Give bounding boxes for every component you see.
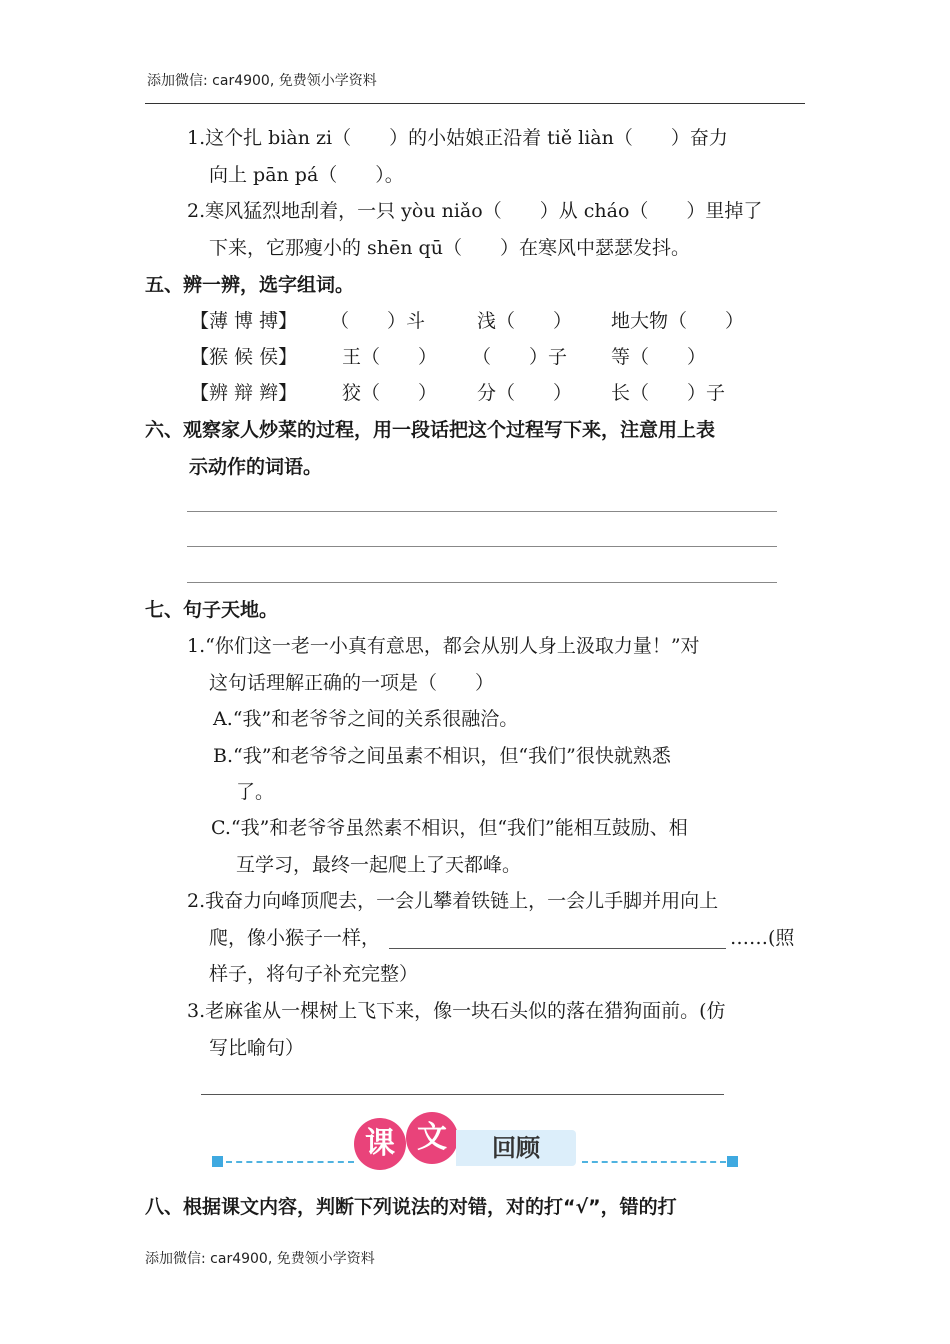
q7-item2-line2-start: 爬，像小猴子一样，: [209, 927, 381, 949]
q5-row3-blank2[interactable]: 分（ ）: [477, 382, 573, 404]
q7-title: 七、句子天地。: [145, 599, 279, 621]
q7-item1-line1: 1.“你们这一老一小真有意思，都会从别人身上汲取力量！”对: [187, 635, 700, 657]
banner-left-square: [212, 1156, 223, 1167]
q7-option-a[interactable]: A.“我”和老爷爷之间的关系很融洽。: [213, 708, 519, 730]
q5-row1-blank2[interactable]: 浅（ ）: [477, 310, 573, 332]
q7-option-b-line2: 了。: [236, 781, 275, 803]
q7-item1-line2: 这句话理解正确的一项是（ ）: [209, 672, 495, 694]
q4-item1-line1: 1.这个扎 biàn zi（ ）的小姑娘正沿着 tiě liàn（ ）奋力: [187, 127, 728, 149]
q6-title-line2: 示动作的词语。: [189, 456, 323, 478]
q7-item3-line1: 3.老麻雀从一棵树上飞下来，像一块石头似的落在猎狗面前。(仿: [187, 1000, 726, 1022]
section-banner-lesson-review: [212, 1112, 740, 1172]
q5-row3-blank3[interactable]: 长（ ）子: [611, 382, 726, 404]
header-rule: [145, 103, 805, 104]
q7-item2-line2-end: ……(照: [730, 927, 795, 949]
q5-row2-blank1[interactable]: 王（ ）: [342, 346, 438, 368]
q6-answer-line[interactable]: [187, 511, 777, 512]
q5-row1-group: 【薄 博 搏】: [190, 310, 298, 332]
banner-circle-ke: 课: [354, 1118, 406, 1170]
q7-option-c-line1[interactable]: C.“我”和老爷爷虽然素不相识，但“我们”能相互鼓励、相: [211, 817, 688, 839]
banner-right-dashes: [582, 1161, 726, 1163]
banner-right-square: [727, 1156, 738, 1167]
q8-title: 八、根据课文内容，判断下列说法的对错，对的打“√”，错的打: [145, 1196, 677, 1218]
q5-row2-blank3[interactable]: 等（ ）: [611, 346, 707, 368]
page-header-note: 添加微信: car4900, 免费领小学资料: [147, 73, 377, 89]
q4-item2-line2: 下来，它那瘦小的 shēn qū（ ）在寒风中瑟瑟发抖。: [209, 237, 690, 259]
q7-item2-line3: 样子，将句子补充完整）: [209, 963, 419, 985]
banner-left-dashes: [226, 1161, 354, 1163]
q5-row3-blank1[interactable]: 狡（ ）: [342, 382, 438, 404]
q5-row3-group: 【辨 辩 辫】: [190, 382, 298, 404]
q5-row1-blank3[interactable]: 地大物（ ）: [611, 310, 745, 332]
q7-item2-line1: 2.我奋力向峰顶爬去，一会儿攀着铁链上，一会儿手脚并用向上: [187, 890, 719, 912]
q7-option-c-line2: 互学习，最终一起爬上了天都峰。: [236, 854, 522, 876]
q6-answer-line[interactable]: [187, 546, 777, 547]
banner-tab-review: 回顾: [456, 1130, 576, 1166]
q5-row2-blank2[interactable]: （ ）子: [472, 346, 568, 368]
banner-circle-wen: 文: [406, 1112, 458, 1164]
q5-row1-blank1[interactable]: （ ）斗: [330, 310, 426, 332]
q7-item3-line2: 写比喻句）: [209, 1037, 305, 1059]
q4-item2-line1: 2.寒风猛烈地刮着，一只 yòu niǎo（ ）从 cháo（ ）里掉了: [187, 200, 763, 222]
q6-title-line1: 六、观察家人炒菜的过程，用一段话把这个过程写下来，注意用上表: [145, 419, 716, 441]
q7-option-b-line1[interactable]: B.“我”和老爷爷之间虽素不相识，但“我们”很快就熟悉: [213, 745, 671, 767]
q6-answer-line[interactable]: [187, 582, 777, 583]
page-footer-note: 添加微信: car4900, 免费领小学资料: [145, 1251, 375, 1267]
q5-title: 五、辨一辨，选字组词。: [145, 274, 355, 296]
q4-item1-line2: 向上 pān pá（ ）。: [209, 164, 404, 186]
q7-item2-blank-line[interactable]: [389, 948, 726, 949]
q7-item3-answer-line[interactable]: [201, 1094, 724, 1095]
q5-row2-group: 【猴 候 侯】: [190, 346, 298, 368]
